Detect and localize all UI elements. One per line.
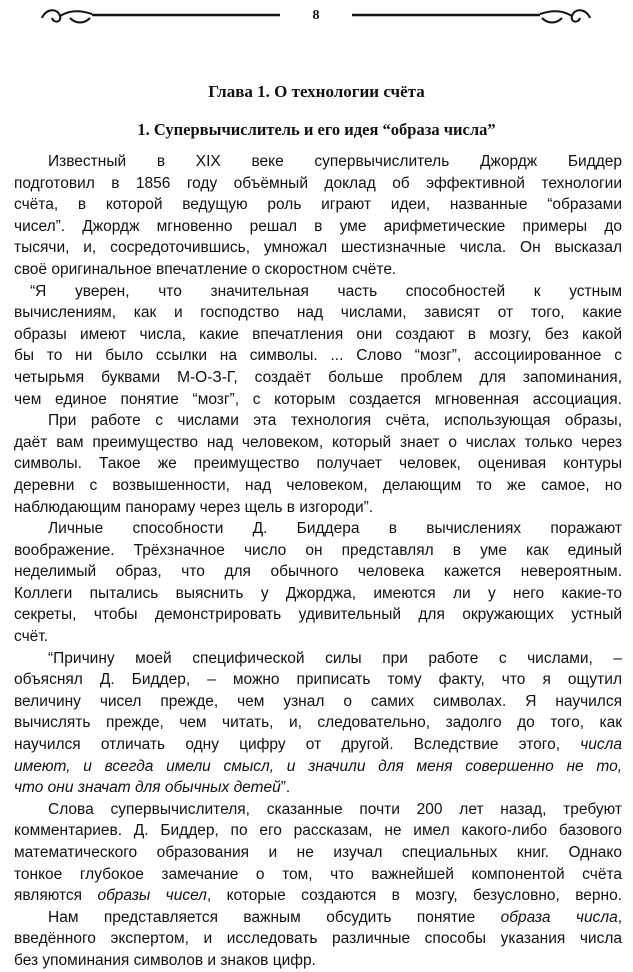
text-segment: воображение. Трёхзначное число он представлял в уме как единый [14, 541, 622, 559]
text-segment: счёта, в которой ведущую роль играют идеи, названные “образами [14, 196, 622, 214]
text-segment: комментариев. Д. Биддер, по его рассказам, не имел какого-либо базового [14, 822, 622, 840]
text-line [14, 497, 622, 519]
text-line [14, 583, 622, 605]
text-line [14, 302, 622, 324]
text-line [14, 432, 622, 454]
text-segment: даёт вам преимущество над человеком, который знает о числах только через [14, 433, 622, 451]
text-line [14, 259, 622, 281]
italic-segment: имеют, и всегда имели смысл, и значили для меня совершенно не то, [14, 757, 622, 775]
page-number: 8 [312, 8, 320, 23]
text-line [14, 194, 622, 216]
text-line [14, 389, 622, 411]
text-segment: тонкое глубокое замечание о том, что важнейшей компонентой счёта [14, 865, 622, 883]
text-segment: При работе с числами эта технология счёта, использующая образы, [48, 412, 622, 430]
text-segment: чисел”. Джордж мгновенно решал в уме арифметические примеры до [14, 217, 622, 235]
text-segment: Нам представляется важным обсудить понятие [48, 908, 501, 926]
text-line [14, 151, 622, 173]
text-segment: научился отличать одну цифру от другой. Вследствие этого, [14, 736, 581, 754]
text-line [14, 367, 622, 389]
body-text [14, 151, 622, 972]
text-segment: , [617, 908, 622, 926]
text-line [14, 885, 622, 907]
text-segment: деревни с возвышенности, над человеком, делающим то же самое, но [14, 476, 622, 494]
text-line [14, 842, 622, 864]
text-line [14, 734, 622, 756]
text-segment: подготовил в 1856 году объёмный доклад об эффективной технологии [14, 174, 622, 192]
text-line [14, 799, 622, 821]
text-segment: без упоминания символов и знаков цифр. [14, 951, 316, 969]
text-line [14, 950, 622, 972]
text-segment: математического образования и не изучал специальных книг. Однако [14, 844, 622, 861]
text-line [14, 453, 622, 475]
section-title: 1. Супервычислитель и его идея “образа числа” [137, 120, 496, 139]
text-line [14, 928, 622, 950]
text-line [14, 712, 622, 734]
text-segment: вычислениям, как и господство над числами, зависят от того, какие [14, 304, 622, 322]
text-segment: секреты, чтобы демонстрировать удивительный для окружающих устный [14, 606, 622, 624]
text-line [14, 626, 622, 648]
text-line [14, 648, 622, 670]
italic-segment: что они значат для обычных детей [14, 779, 281, 797]
text-segment: являются [14, 887, 98, 905]
text-segment: чем единое понятие “мозг”, с которым создается мгновенная ассоциация. [14, 390, 622, 408]
text-line [14, 540, 622, 562]
text-segment: величину чисел прежде, чем узнал о самих символах. Я научился [14, 692, 622, 710]
text-segment: ”. [280, 779, 291, 797]
text-line [14, 864, 622, 886]
text-line [14, 756, 622, 778]
text-line [14, 561, 622, 583]
text-segment: введённого экспертом, и исследовать различные способы указания числа [14, 930, 622, 948]
text-segment: “Причину моей специфической силы при работе с числами, – [48, 649, 622, 667]
text-segment: “Я уверен, что значительная часть способностей к устным [30, 282, 622, 300]
text-segment: бы то ни было ссылки на символы. ... Слово “мозг”, ассоциированное с [14, 347, 622, 365]
text-segment: наблюдающим панораму через щель в изгороди”. [14, 498, 374, 516]
text-segment: Известный в XIX веке супервычислитель Джордж Биддер [48, 153, 622, 170]
text-segment: вычислять прежде, чем читать, и, следовательно, задолго до того, как [14, 714, 622, 732]
text-line [14, 345, 622, 367]
text-segment: Коллеги пытались выяснить у Джорджа, имеются ли у него какие-то [14, 584, 622, 602]
text-segment: объяснял Д. Биддер, – можно приписать тому факту, что я ощутил [14, 671, 622, 689]
text-segment: символы. Такое же преимущество получает человек, оценивая контуры [14, 455, 622, 473]
text-line [14, 324, 622, 346]
text-line [14, 281, 622, 303]
text-line [14, 777, 622, 799]
text-segment: неделимый образ, что для обычного человека кажется невероятным. [14, 563, 622, 581]
text-segment: образы имеют числа, какие впечатления они создают в мозгу, без какой [14, 325, 622, 343]
text-segment: тысячи, и, сосредоточившись, умножал шестизначные числа. Он высказал [14, 239, 622, 257]
text-segment: четырьмя буквами М-О-З-Г, создаёт больше проблем для запоминания, [14, 368, 622, 386]
italic-segment: образа числа [500, 908, 618, 926]
italic-segment: числа [580, 736, 622, 754]
chapter-title: Глава 1. О технологии счёта [208, 82, 425, 101]
text-segment: своё оригинальное впечатление о скоростном счёте. [14, 260, 397, 278]
text-line [14, 604, 622, 626]
text-line [14, 410, 622, 432]
text-segment: Слова супервычислителя, сказанные почти 200 лет назад, требуют [48, 800, 622, 818]
text-line [14, 237, 622, 259]
text-line [14, 820, 622, 842]
italic-segment: образы чисел [97, 887, 207, 905]
text-segment: счёт. [14, 628, 48, 646]
text-segment: , которые создаются в мозгу, безусловно, верно. [206, 887, 622, 905]
text-line [14, 691, 622, 713]
text-segment: Личные способности Д. Биддера в вычислениях поражают [48, 520, 622, 538]
text-line [14, 907, 622, 929]
text-line [14, 475, 622, 497]
text-line [14, 518, 622, 540]
text-line [14, 173, 622, 195]
text-line [14, 216, 622, 238]
text-line [14, 669, 622, 691]
page-header [40, 4, 592, 30]
